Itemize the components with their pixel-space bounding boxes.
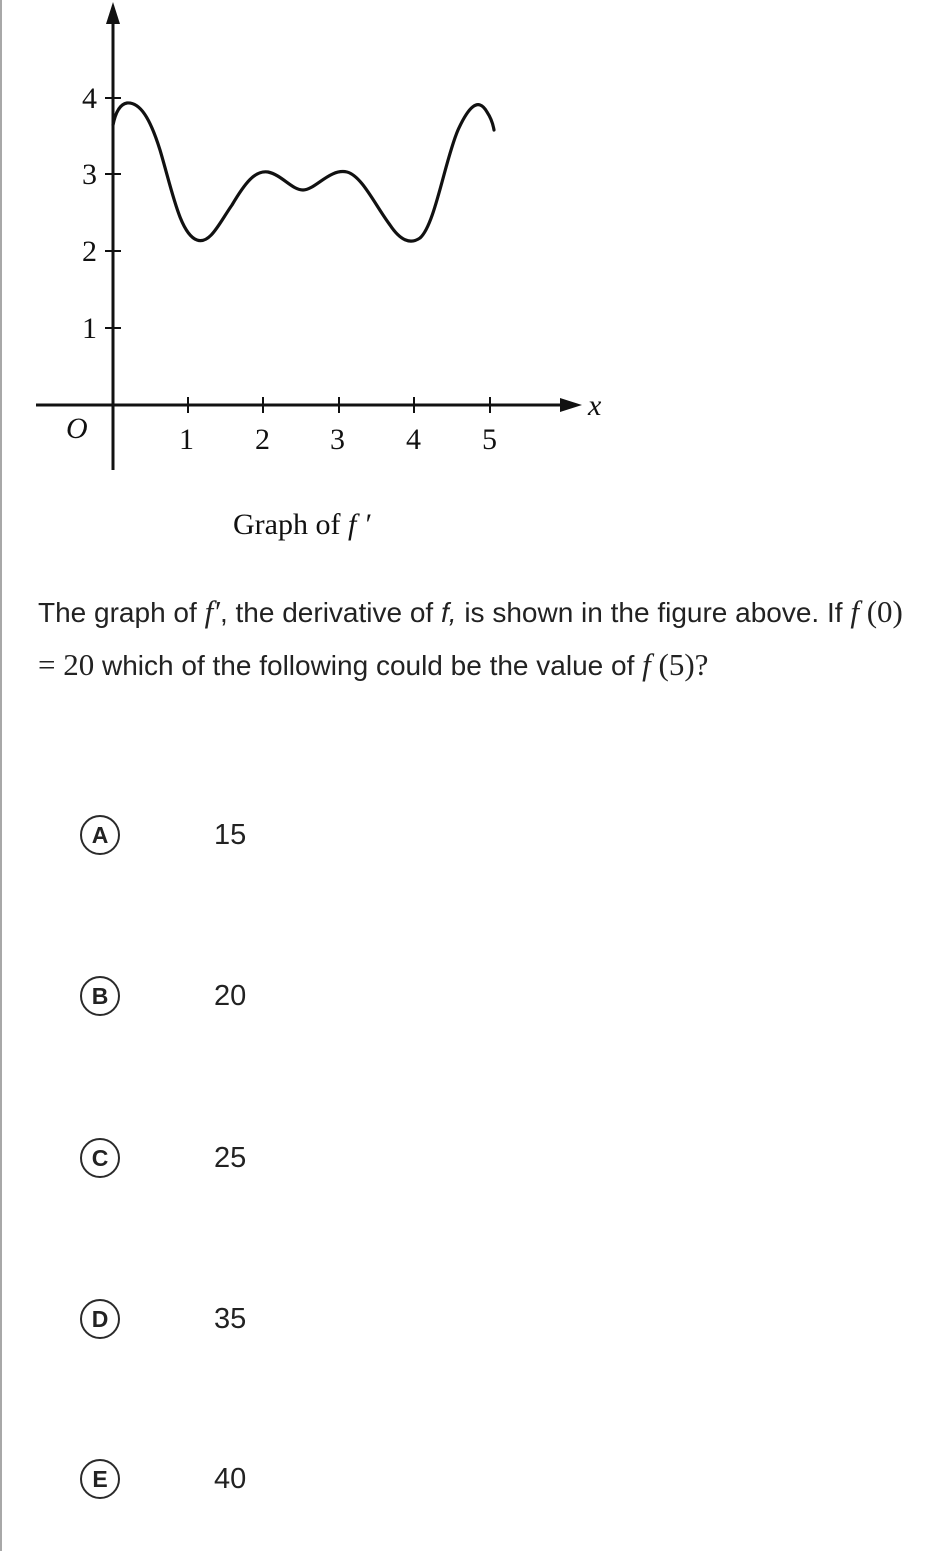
caption-text: Graph of — [233, 508, 341, 541]
y-axis-arrow-icon — [106, 2, 120, 24]
question-part: is shown in the figure above. If — [456, 597, 851, 628]
option-c[interactable] — [80, 1135, 380, 1181]
question-part: , the derivative of — [219, 597, 441, 628]
origin-label: O — [66, 412, 88, 445]
option-a[interactable] — [80, 812, 380, 858]
x-tick-label: 4 — [406, 423, 421, 456]
option-d[interactable] — [80, 1296, 380, 1342]
option-value: 40 — [214, 1462, 247, 1495]
math-f: f — [642, 647, 651, 682]
option-b[interactable] — [80, 973, 380, 1019]
derivative-graph — [0, 0, 640, 480]
question-part: The graph of — [38, 597, 205, 628]
graph-caption — [233, 508, 370, 542]
option-value: 25 — [214, 1141, 247, 1174]
derivative-curve — [113, 103, 494, 241]
math-f: f — [850, 594, 859, 629]
question-text — [38, 586, 928, 692]
caption-function: f ′ — [347, 508, 371, 541]
option-value: 35 — [214, 1302, 247, 1335]
x-axis-label: x — [588, 389, 602, 422]
x-tick-label: 5 — [482, 423, 497, 456]
question-mark: ? — [694, 647, 709, 682]
option-bubble[interactable]: B — [80, 976, 120, 1016]
math-f: f, — [440, 597, 457, 628]
math-arg: (5) — [650, 647, 695, 682]
option-bubble[interactable]: C — [80, 1138, 120, 1178]
math-fprime: f′ — [204, 594, 220, 629]
option-bubble[interactable]: D — [80, 1299, 120, 1339]
y-tick-label: 3 — [82, 158, 97, 191]
option-bubble[interactable]: E — [80, 1459, 120, 1499]
x-tick-label: 1 — [179, 423, 194, 456]
y-tick-label: 1 — [82, 312, 97, 345]
x-tick-label: 3 — [330, 423, 345, 456]
math-condition: (0) = 20 — [38, 594, 903, 682]
x-axis-arrow-icon — [560, 398, 582, 412]
y-tick-label: 2 — [82, 235, 97, 268]
option-value: 15 — [214, 818, 247, 851]
x-tick-label: 2 — [255, 423, 270, 456]
question-part: which of the following could be the value of — [94, 650, 643, 681]
y-tick-label: 4 — [82, 82, 97, 115]
option-bubble[interactable]: A — [80, 815, 120, 855]
option-value: 20 — [214, 979, 247, 1012]
option-e[interactable] — [80, 1456, 380, 1502]
